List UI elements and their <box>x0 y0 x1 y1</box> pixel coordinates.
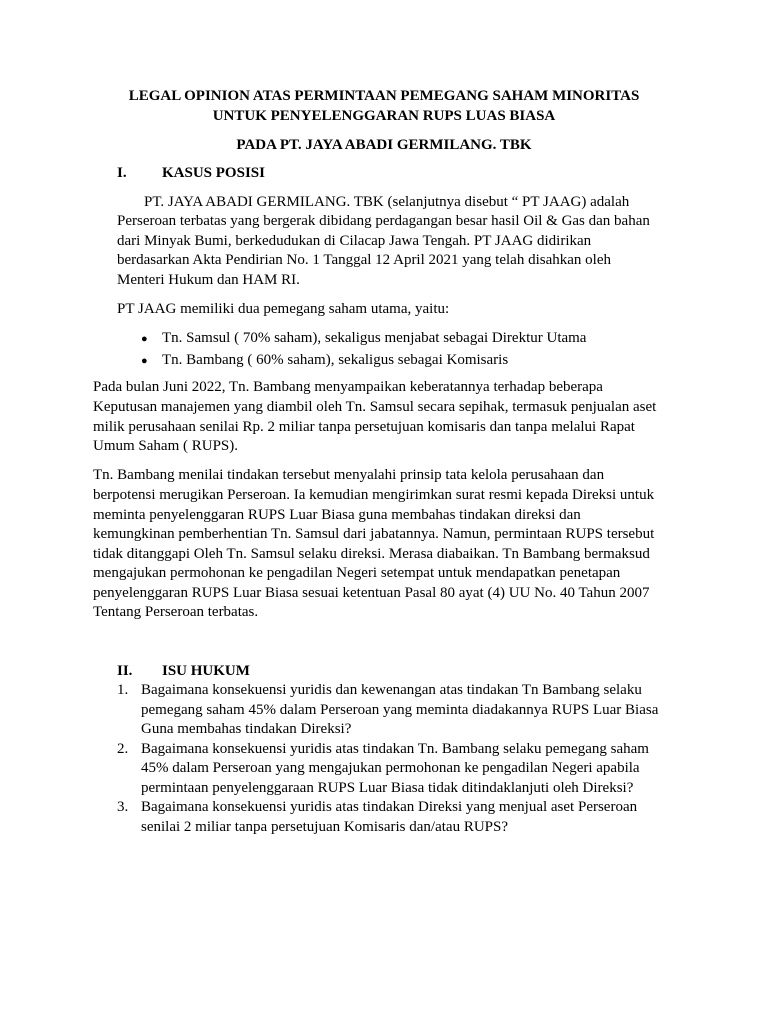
para4-line: tidak ditanggapi Oleh Tn. Samsul selaku direksi. Merasa diabaikan. Tn Bambang bermaksud <box>93 546 650 562</box>
title-line-3: PADA PT. JAYA ABADI GERMILANG. TBK <box>236 137 532 153</box>
issue-line: senilai 2 miliar tanpa persetujuan Komisaris dan/atau RUPS? <box>141 819 509 835</box>
bullet-icon: ● <box>141 355 148 367</box>
issue-line: Bagaimana konsekuensi yuridis atas tindakan Tn. Bambang selaku pemegang saham <box>141 741 649 757</box>
issue-line: permintaan penyelenggaraan RUPS Luar Biasa tidak ditindaklanjuti oleh Direksi? <box>141 780 634 796</box>
para1-line: Perseroan terbatas yang bergerak dibidang perdagangan besar hasil Oil & Gas dan bahan <box>117 213 650 229</box>
para3-line: Keputusan manajemen yang diambil oleh Tn. Samsul secara sepihak, termasuk penjualan aset <box>93 399 657 415</box>
para4-line: berpotensi merugikan Perseroan. Ia kemudian mengirimkan surat resmi kepada Direksi untuk <box>93 487 655 503</box>
issue-line: Bagaimana konsekuensi yuridis atas tindakan Direksi yang menjual aset Perseroan <box>141 799 638 815</box>
bullet-icon: ● <box>141 333 148 345</box>
issue-line: 45% dalam Perseroan yang mengajukan permohonan ke pengadilan Negeri apabila <box>141 760 640 776</box>
para1-line: berdasarkan Akta Pendirian No. 1 Tanggal 12 April 2021 yang telah disahkan oleh <box>117 252 611 268</box>
para1-line: Menteri Hukum dan HAM RI. <box>117 272 300 288</box>
para4-line: meminta penyelenggaran RUPS Luar Biasa guna membahas tindakan direksi dan <box>93 507 581 523</box>
para1-line: PT. JAYA ABADI GERMILANG. TBK (selanjutnya disebut “ PT JAAG) adalah <box>144 194 630 210</box>
bullet-item: Tn. Bambang ( 60% saham), sekaligus sebagai Komisaris <box>162 352 509 368</box>
para4-line: Tn. Bambang menilai tindakan tersebut menyalahi prinsip tata kelola perusahaan dan <box>93 467 605 483</box>
section-2-number: II. <box>117 663 133 679</box>
para3-line: Pada bulan Juni 2022, Tn. Bambang menyampaikan keberatannya terhadap beberapa <box>93 379 603 395</box>
para4-line: kemungkinan pemberhentian Tn. Samsul dari jabatannya. Namun, permintaan RUPS tersebut <box>93 526 655 542</box>
section-1-title: KASUS POSISI <box>162 165 265 181</box>
issue-line: Bagaimana konsekuensi yuridis dan kewenangan atas tindakan Tn Bambang selaku <box>141 682 642 698</box>
para4-line: mengajukan permohonan ke pengadilan Negeri setempat untuk mendapatkan penetapan <box>93 565 621 581</box>
issue-number: 1. <box>117 682 129 698</box>
para1-line: dari Minyak Bumi, berkedudukan di Cilacap Jawa Tengah. PT JAAG didirikan <box>117 233 592 249</box>
title-line-2: UNTUK PENYELENGGARAN RUPS LUAS BIASA <box>212 108 556 124</box>
section-2-title: ISU HUKUM <box>162 663 250 679</box>
issue-number: 2. <box>117 741 129 757</box>
para4-line: Tentang Perseroan terbatas. <box>93 604 259 620</box>
para2: PT JAAG memiliki dua pemegang saham utama, yaitu: <box>117 301 450 317</box>
issue-line: pemegang saham 45% dalam Perseroan yang meminta diadakannya RUPS Luar Biasa <box>141 702 659 718</box>
para3-line: Umum Saham ( RUPS). <box>93 438 239 454</box>
title-line-1: LEGAL OPINION ATAS PERMINTAAN PEMEGANG SAHAM MINORITAS <box>128 88 640 104</box>
para4-line: penyelenggaran RUPS Luar Biasa sesuai ketentuan Pasal 80 ayat (4) UU No. 40 Tahun 2007 <box>93 585 650 601</box>
para3-line: milik perusahaan senilai Rp. 2 miliar tanpa persetujuan komisaris dan tanpa melalui Rapat <box>93 419 635 435</box>
bullet-item: Tn. Samsul ( 70% saham), sekaligus menjabat sebagai Direktur Utama <box>162 330 587 346</box>
issue-line: Guna membahas tindakan Direksi? <box>141 721 352 737</box>
issue-number: 3. <box>117 799 129 815</box>
section-1-number: I. <box>117 165 127 181</box>
